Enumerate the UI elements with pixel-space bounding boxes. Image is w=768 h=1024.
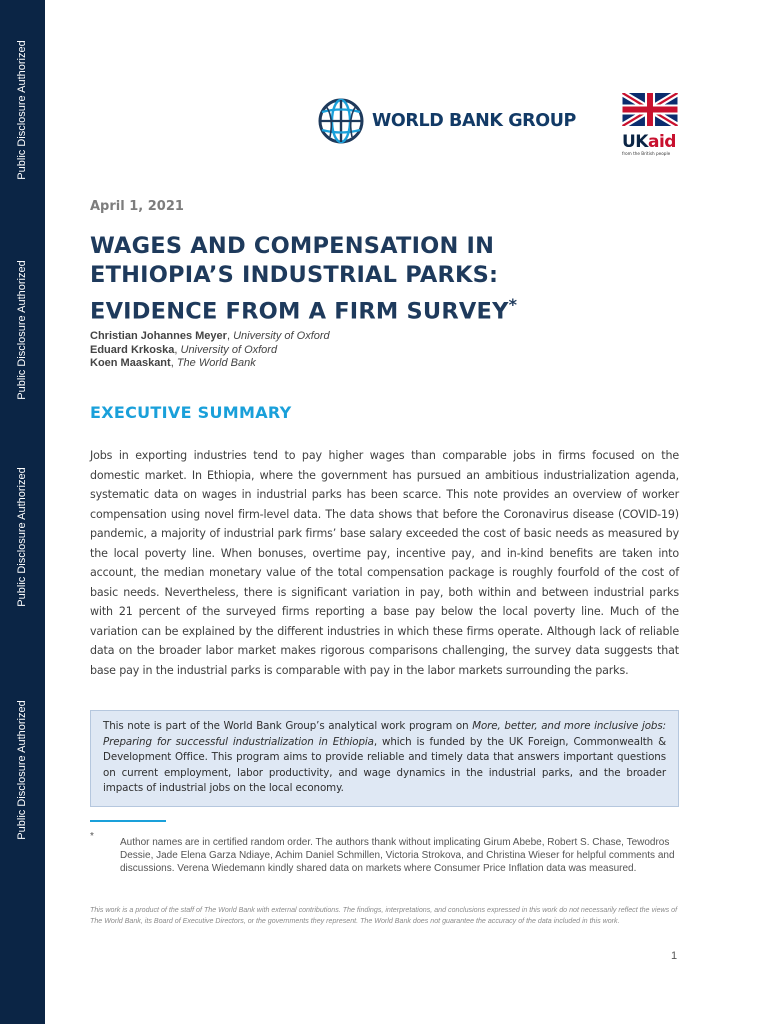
ukaid-logo bbox=[622, 93, 682, 156]
author-entry: Koen Maaskant, The World Bank bbox=[90, 357, 256, 369]
executive-summary-body: Jobs in exporting industries tend to pay higher wages than comparable jobs in firms focused on the domestic market. In Ethiopia, where the government has pursued an ambitious industrialization agenda, systematic data on wages in industrial parks has been scarce. This note provides an overview of worker compensation using novel firm-level data. The data shows that before the Coronavirus disease (COVID-19) pandemic, a majority of industrial park firms’ base salary exceeded the cost of basic needs as measured by the local poverty line. When bonuses, overtime pay, incentive pay, and in-kind benefits are taken into account, the median monetary value of the total compensation package is roughly fourfold of the cost of basic needs. Nevertheless, there is significant variation in pay, both within and between industrial parks with 21 percent of the surveyed firms reporting a base pay below the local poverty line. Much of the variation can be explained by the different industries in which these firms operate. Although lack of reliable data on the broader labor market makes rigorous comparisons challenging, the survey data suggests that base pay in the industrial parks is comparable with pay in the labor markets surrounding the parks. bbox=[90, 449, 679, 677]
footnote-divider bbox=[90, 820, 166, 822]
ukaid-aid-text: aid bbox=[647, 132, 676, 152]
world-bank-group-logo bbox=[316, 97, 576, 145]
author-name: Koen Maaskant bbox=[90, 357, 171, 369]
note-text-after: , which is funded by the UK Foreign, Commonwealth & Development Office. This program aims to provide reliable and timely data that answers important questions on current employment, labor productivity, and wage dynamics in the industrial parks, and the broader impacts of industrial jobs on the local economy. bbox=[103, 735, 666, 794]
title-line: ETHIOPIA’S INDUSTRIAL PARKS: bbox=[90, 262, 499, 288]
author-entry: Eduard Krkoska, University of Oxford bbox=[90, 343, 278, 356]
author-affiliation: University of Oxford bbox=[233, 330, 330, 342]
note-text-before: This note is part of the World Bank Group’s analytical work program on bbox=[103, 720, 473, 732]
page-number: 1 bbox=[671, 950, 678, 962]
title-footnote-marker: * bbox=[508, 295, 518, 314]
wbg-wordmark: WORLD BANK GROUP bbox=[372, 111, 576, 131]
footnote-text: Author names are in certified random order. The authors thank without implicating Girum Abebe, Robert S. Chase, Tewodros Dessie, Jade Elena Garza Ndiaye, Achim Daniel Schmillen, Victoria Strokova, and Christina Wieser for helpful comments and discussions. Verena Wiedemann kindly shared data on markets where Consumer Price Inflation data was measured. bbox=[120, 837, 675, 874]
author-affiliation: The World Bank bbox=[176, 357, 256, 369]
disclosure-label: Public Disclosure Authorized bbox=[16, 40, 28, 180]
author-list bbox=[90, 330, 330, 371]
author-name: Christian Johannes Meyer bbox=[90, 330, 227, 342]
publication-date: April 1, 2021 bbox=[90, 199, 184, 214]
document-title bbox=[90, 232, 650, 327]
title-line-text: EVIDENCE FROM A FIRM SURVEY bbox=[90, 298, 509, 325]
title-line: WAGES AND COMPENSATION IN bbox=[90, 233, 495, 259]
executive-summary-heading: EXECUTIVE SUMMARY bbox=[90, 403, 292, 422]
disclosure-label: Public Disclosure Authorized bbox=[16, 260, 28, 400]
author-name: Eduard Krkoska bbox=[90, 343, 175, 356]
title-line bbox=[90, 290, 650, 327]
disclosure-label: Public Disclosure Authorized bbox=[16, 467, 28, 607]
author-affiliation: University of Oxford bbox=[180, 343, 278, 356]
note-program-title: More, better, and more inclusive jobs: Preparing for successful industrialization in Ethiopia bbox=[103, 720, 666, 748]
footnote-marker: * bbox=[90, 831, 94, 842]
ukaid-subtitle: from the British people bbox=[622, 151, 671, 156]
ukaid-uk-text: UK bbox=[622, 132, 648, 152]
union-jack-icon bbox=[622, 93, 678, 126]
author-entry: Christian Johannes Meyer, University of Oxford bbox=[90, 330, 330, 342]
disclaimer-text: This work is a product of the staff of The World Bank with external contributions. The findings, interpretations, and conclusions expressed in this work do not necessarily reflect the views of The World Bank, its Board of Executive Directors, or the governments they represent. The World Bank does not guarantee the accuracy of the data included in this work. bbox=[90, 906, 678, 925]
program-note-box bbox=[90, 710, 679, 807]
disclosure-label: Public Disclosure Authorized bbox=[16, 700, 28, 840]
globe-icon bbox=[316, 97, 366, 145]
ukaid-wordmark bbox=[622, 133, 682, 151]
disclosure-sidebar bbox=[0, 0, 45, 1024]
